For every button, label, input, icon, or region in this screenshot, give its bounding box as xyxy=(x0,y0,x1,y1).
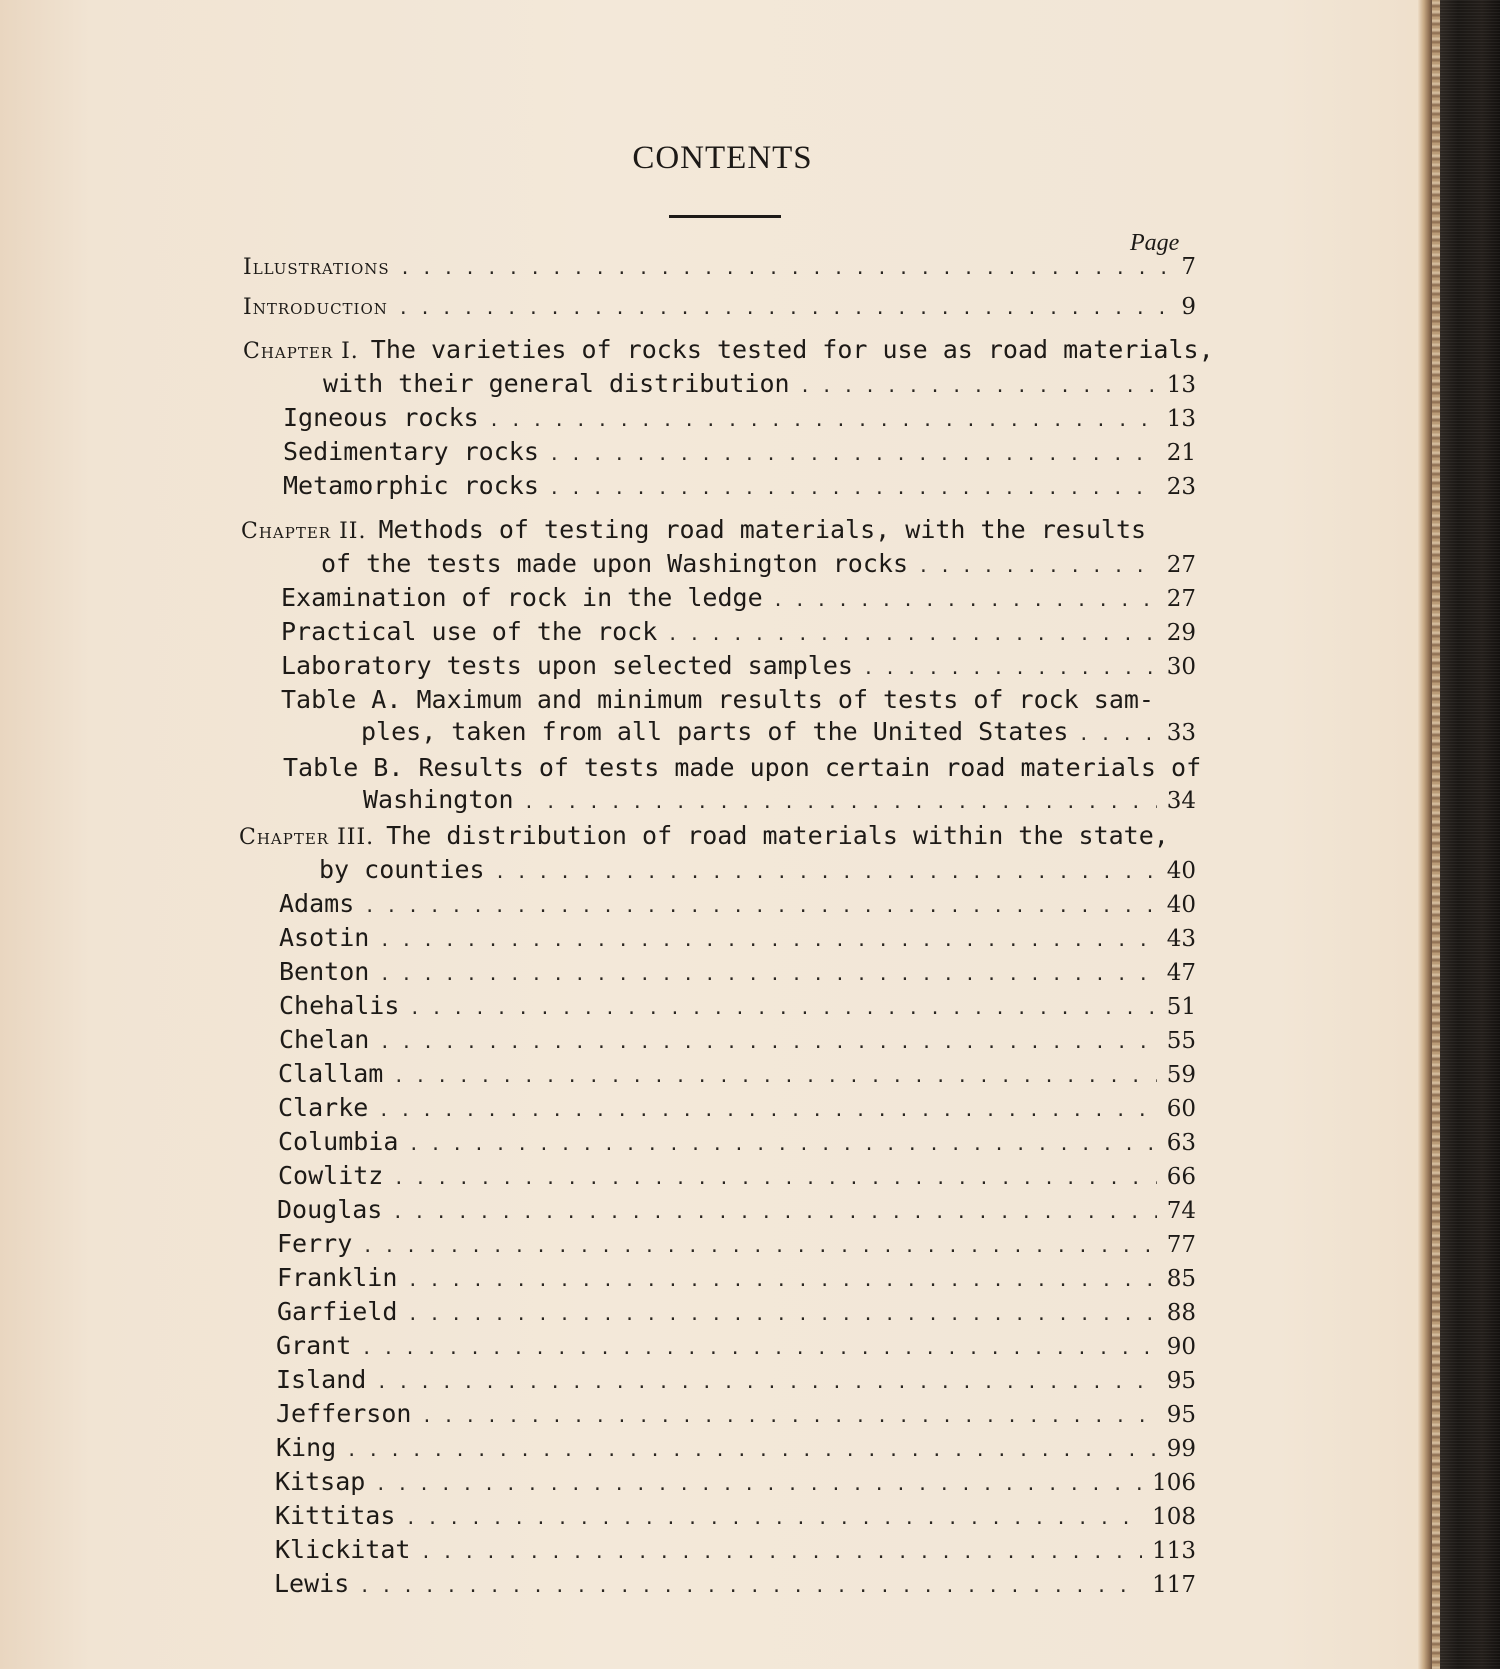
dot-leader xyxy=(379,1024,1156,1059)
dot-leader xyxy=(379,922,1156,957)
title-rule xyxy=(669,215,781,218)
toc-entry xyxy=(277,1228,1196,1263)
toc-page-number: 90 xyxy=(1166,1334,1196,1360)
cover-cloth-texture xyxy=(1440,0,1500,1669)
toc-entry xyxy=(283,470,1196,505)
toc-entry xyxy=(275,1534,1196,1569)
toc-entry-title: Klickitat xyxy=(275,1535,411,1564)
dot-leader xyxy=(393,1160,1156,1195)
toc-page-number: 95 xyxy=(1166,1368,1196,1394)
toc-page-number: 95 xyxy=(1166,1402,1196,1428)
page-edge xyxy=(1418,0,1432,1669)
dot-leader xyxy=(549,436,1157,471)
toc-page-number: 60 xyxy=(1166,1096,1196,1122)
toc-entry-title: Benton xyxy=(279,957,370,986)
toc-entry-heading: Chapter I. xyxy=(243,339,359,364)
toc-entry xyxy=(276,1398,1196,1433)
toc-page-number: 29 xyxy=(1166,620,1196,646)
toc-entry xyxy=(277,1194,1196,1229)
toc-entry-title: Island xyxy=(276,1365,367,1394)
toc-page-number: 13 xyxy=(1166,372,1196,398)
toc-entry-title-continued: by counties xyxy=(319,855,485,884)
toc-entry xyxy=(239,820,1196,889)
toc-entry xyxy=(276,1432,1196,1467)
toc-entry-title: Examination of rock in the ledge xyxy=(281,583,763,612)
toc-entry xyxy=(283,402,1196,437)
toc-entry-title: Sedimentary rocks xyxy=(283,437,539,466)
toc-entry xyxy=(275,1500,1196,1535)
toc-entry-title-continued: ples, taken from all parts of the United States xyxy=(361,717,1069,746)
toc-entry-title: Igneous rocks xyxy=(283,403,479,432)
dot-leader xyxy=(800,368,1157,403)
toc-page-number: 113 xyxy=(1152,1538,1196,1564)
dot-leader xyxy=(918,548,1157,583)
toc-page-number: 30 xyxy=(1166,654,1196,680)
toc-page-number: 27 xyxy=(1166,552,1196,578)
toc-entry-title: King xyxy=(276,1433,337,1462)
toc-page-number: 77 xyxy=(1166,1232,1196,1258)
toc-page-number: 88 xyxy=(1166,1300,1196,1326)
page-title: CONTENTS xyxy=(632,140,813,176)
toc-entry xyxy=(276,1364,1196,1399)
toc-page-number: 63 xyxy=(1166,1130,1196,1156)
toc-entry-title: Laboratory tests upon selected samples xyxy=(281,651,853,680)
dot-leader xyxy=(362,1228,1156,1263)
toc-page-number: 13 xyxy=(1166,406,1196,432)
toc-entry-title-continued: of the tests made upon Washington rocks xyxy=(321,549,908,578)
toc-page-number: 74 xyxy=(1166,1198,1196,1224)
dot-leader xyxy=(378,1092,1156,1127)
dot-leader xyxy=(495,854,1157,889)
dot-leader xyxy=(1078,716,1156,751)
toc-entry xyxy=(243,290,1196,325)
toc-entry-title: Kittitas xyxy=(275,1501,396,1530)
toc-entry-title-continued: Washington xyxy=(363,785,514,814)
toc-entry xyxy=(281,582,1196,617)
toc-page-number: 117 xyxy=(1152,1572,1196,1598)
toc-entry xyxy=(276,1330,1196,1365)
toc-entry xyxy=(281,684,1196,751)
toc-entry xyxy=(241,514,1196,583)
toc-entry-title: Table A. Maximum and minimum results of tests of rock sam- xyxy=(281,685,1154,714)
toc-page-number: 108 xyxy=(1152,1504,1196,1530)
toc-page-number: 85 xyxy=(1166,1266,1196,1292)
toc-entry xyxy=(277,1296,1196,1331)
dot-leader xyxy=(376,1364,1156,1399)
toc-entry-heading: Chapter III. xyxy=(239,825,375,850)
dot-leader xyxy=(421,1398,1156,1433)
toc-page-number: 59 xyxy=(1166,1062,1196,1088)
toc-page-number: 40 xyxy=(1166,892,1196,918)
toc-page-number: 43 xyxy=(1166,926,1196,952)
dot-leader xyxy=(392,1194,1156,1229)
toc-entry xyxy=(279,1024,1196,1059)
toc-entry-title-continued: with their general distribution xyxy=(323,369,790,398)
dot-leader xyxy=(489,402,1157,437)
toc-entry xyxy=(283,752,1202,819)
toc-entry-title: Table B. Results of tests made upon certain road materials of xyxy=(283,753,1202,782)
toc-entry-title: Cowlitz xyxy=(278,1161,384,1190)
toc-entry-title: Douglas xyxy=(277,1195,383,1224)
dot-leader xyxy=(408,1126,1156,1161)
toc-entry xyxy=(243,334,1214,403)
toc-entry-title: Chehalis xyxy=(279,991,400,1020)
toc-entry-title: Ferry xyxy=(277,1229,353,1258)
toc-entry xyxy=(279,922,1196,957)
toc-entry xyxy=(275,1466,1196,1501)
toc-entry-heading: Chapter II. xyxy=(241,519,367,544)
toc-entry-title: Asotin xyxy=(279,923,370,952)
dot-leader xyxy=(398,290,1167,325)
toc-entry xyxy=(243,250,1196,285)
toc-entry xyxy=(283,436,1196,471)
toc-page-number: 9 xyxy=(1181,294,1196,320)
toc-entry xyxy=(278,1160,1196,1195)
toc-entry-title: Garfield xyxy=(277,1297,398,1326)
toc-entry-title: Methods of testing road materials, with the results xyxy=(378,515,1147,544)
dot-leader xyxy=(364,888,1156,923)
dot-leader xyxy=(407,1262,1156,1297)
page-column-label: Page xyxy=(1130,230,1180,256)
toc-page-number: 47 xyxy=(1166,960,1196,986)
toc-page-number: 99 xyxy=(1166,1436,1196,1462)
dot-leader xyxy=(773,582,1157,617)
dot-leader xyxy=(407,1296,1156,1331)
toc-entry xyxy=(279,990,1196,1025)
dot-leader xyxy=(375,1466,1142,1501)
toc-entry xyxy=(281,650,1196,685)
dot-leader xyxy=(409,990,1156,1025)
toc-page-number: 27 xyxy=(1166,586,1196,612)
toc-entry-title: Franklin xyxy=(277,1263,398,1292)
toc-entry xyxy=(274,1568,1196,1603)
dot-leader xyxy=(346,1432,1157,1467)
toc-entry xyxy=(278,1092,1196,1127)
toc-entry-title: The varieties of rocks tested for use as road materials, xyxy=(370,335,1214,364)
toc-entry-title: Metamorphic rocks xyxy=(283,471,539,500)
dot-leader xyxy=(393,1058,1156,1093)
toc-entry-title: Practical use of the rock xyxy=(281,617,658,646)
page-deckle-edge xyxy=(1432,0,1440,1669)
dot-leader xyxy=(524,784,1157,819)
toc-entry xyxy=(279,888,1196,923)
dot-leader xyxy=(405,1500,1142,1535)
dot-leader xyxy=(361,1330,1156,1365)
toc-entry-title: Clallam xyxy=(278,1059,384,1088)
toc-page-number: 106 xyxy=(1152,1470,1196,1496)
toc-entry-title: Columbia xyxy=(278,1127,399,1156)
toc-entry xyxy=(281,616,1196,651)
toc-entry-title: Kitsap xyxy=(275,1467,366,1496)
toc-page-number: 66 xyxy=(1166,1164,1196,1190)
toc-page-number: 34 xyxy=(1166,788,1196,814)
toc-entry-title: Jefferson xyxy=(276,1399,412,1428)
dot-leader xyxy=(359,1568,1142,1603)
toc-entry xyxy=(277,1262,1196,1297)
toc-entry-title: Grant xyxy=(276,1331,352,1360)
dot-leader xyxy=(667,616,1156,651)
dot-leader xyxy=(400,250,1167,285)
toc-entry-title: Lewis xyxy=(274,1569,350,1598)
dot-leader xyxy=(863,650,1157,685)
toc-entry xyxy=(279,956,1196,991)
dot-leader xyxy=(379,956,1156,991)
dot-leader xyxy=(420,1534,1142,1569)
toc-entry-title: Chelan xyxy=(279,1025,370,1054)
toc-page-number: 55 xyxy=(1166,1028,1196,1054)
toc-entry xyxy=(278,1058,1196,1093)
toc-page-number: 7 xyxy=(1181,254,1196,280)
toc-page-number: 33 xyxy=(1166,720,1196,746)
toc-entry-title: The distribution of road materials within the state, xyxy=(386,821,1169,850)
toc-entry-heading: Illustrations xyxy=(243,255,390,280)
toc-page-number: 40 xyxy=(1166,858,1196,884)
dot-leader xyxy=(549,470,1157,505)
toc-entry-title: Clarke xyxy=(278,1093,369,1122)
toc-page-number: 23 xyxy=(1166,474,1196,500)
toc-page-number: 21 xyxy=(1166,440,1196,466)
toc-entry xyxy=(278,1126,1196,1161)
toc-entry-title: Adams xyxy=(279,889,355,918)
toc-page-number: 51 xyxy=(1166,994,1196,1020)
toc-entry-heading: Introduction xyxy=(243,295,388,320)
